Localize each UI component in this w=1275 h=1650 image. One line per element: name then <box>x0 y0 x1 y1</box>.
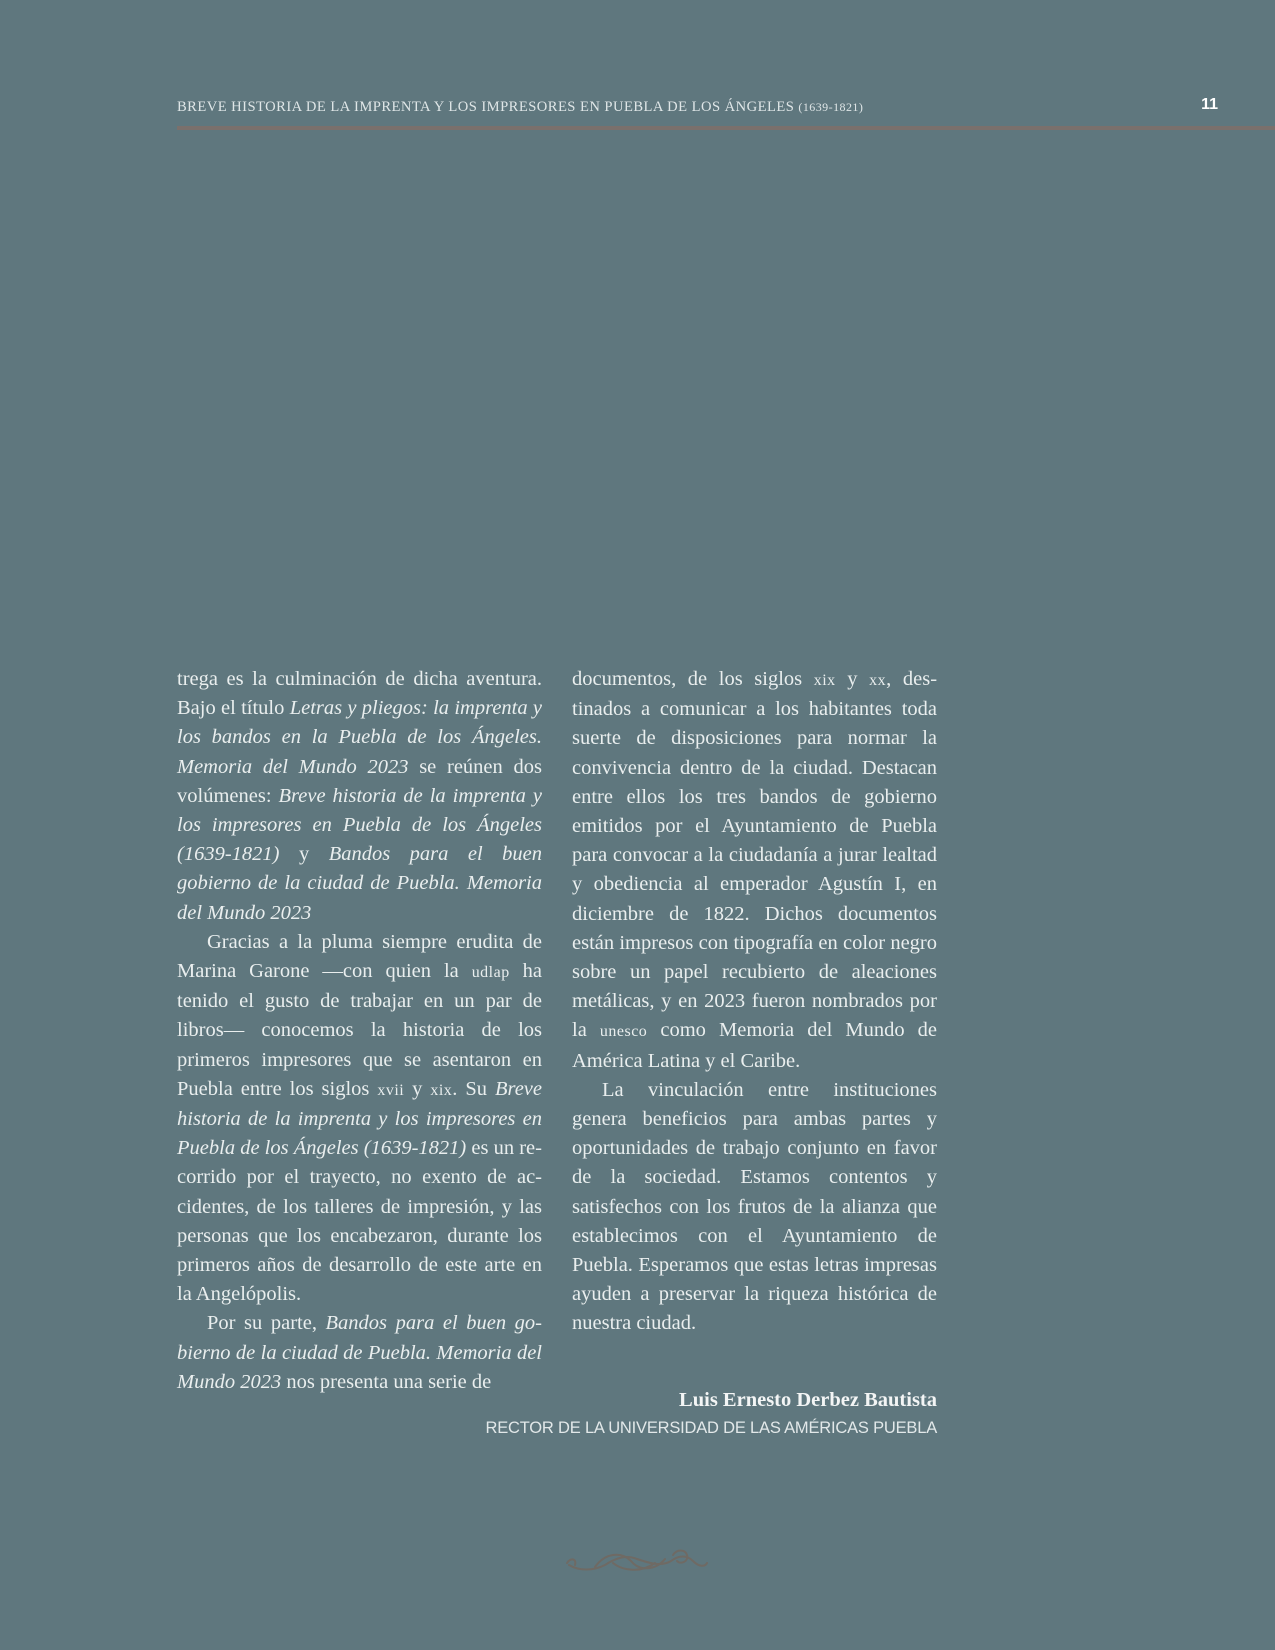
text-run: se reúnen dos volúmenes: <box>177 755 542 807</box>
text-run: Por su parte, <box>207 1312 326 1335</box>
text-run: y <box>404 1077 431 1100</box>
text-run: . Su <box>452 1077 495 1100</box>
text-run: , destinados a comunicar a los habitantes toda suerte de disposiciones para normar la convivencia dentro de la ciudad. Destacan entre ellos los tres bandos de gobierno emitidos por el Ayuntamiento de Puebla para convocar a la ciudadanía a jurar lealtad y obediencia al emperador Agustín I, en diciembre de 1822. Dichos documentos están impresos con tipografía en color negro sobre un papel recubierto de aleaciones metálicas, y en 2023 fueron nombrados por la <box>572 668 938 1042</box>
text-run: y <box>279 843 329 866</box>
paragraph <box>177 928 542 1310</box>
text-run: ha tenido el gusto de trabajar en un par de libros— conocemos la historia de los primeros impresores que se asentaron en Puebla entre los siglos <box>177 960 542 1100</box>
page-number: 11 <box>1201 96 1218 113</box>
text-run: como Memoria del Mundo de América Latina y el Caribe. <box>572 1019 938 1072</box>
text-column-right <box>572 665 937 1339</box>
signature-block <box>485 1385 937 1441</box>
text-run: trega es la culminación de dicha aventura. Bajo el título <box>177 668 542 720</box>
paragraph <box>177 1309 542 1397</box>
small-caps-run: xix <box>813 672 836 689</box>
paragraph <box>177 665 542 928</box>
small-caps-run: unesco <box>599 1023 648 1041</box>
text-run: es un recorrido por el trayecto, no exento de accidentes, de los talleres de impresión, y las personas que los encabezaron, durante los primeros años de desarrollo de este arte en la Angelópolis. <box>177 1137 542 1306</box>
small-caps-run: xix <box>430 1081 453 1099</box>
small-caps-run: xx <box>869 672 887 689</box>
text-run: y <box>835 668 870 690</box>
header-rule <box>177 126 1275 130</box>
small-caps-run: xvii <box>377 1081 405 1099</box>
text-run: nos presenta una serie de <box>281 1370 492 1393</box>
italic-title-run: Letras y pliegos: la imprenta y los bandos en la Puebla de los Ángeles. Memoria del Mundo 2023 <box>177 697 543 778</box>
italic-title-run: Bandos para el buen gobierno de la ciudad de Puebla. Memoria del Mundo 2023 <box>177 1312 542 1393</box>
text-run: Gracias a la pluma siempre erudita de Marina Garone —con quien la <box>177 930 542 983</box>
italic-title-run: Breve historia de la imprenta y los impresores en Puebla de los Ángeles (1639-1821) <box>177 1077 542 1160</box>
running-head <box>177 99 863 116</box>
paragraph <box>572 1076 937 1339</box>
decorative-flourish-icon <box>565 1545 710 1579</box>
italic-title-run: Bandos para el buen gobierno de la ciudad de Puebla. Memoria del Mundo 2023 <box>177 843 543 924</box>
running-head-dates: (1639-1821) <box>798 100 864 114</box>
text-column-left <box>177 665 542 1397</box>
signature-name: Luis Ernesto Derbez Bautista <box>679 1389 937 1411</box>
paragraph <box>572 665 937 1076</box>
small-caps-run: udlap <box>471 964 510 982</box>
text-run: La vinculación entre instituciones genera beneficios para ambas partes y oportunidades de trabajo conjunto en favor de la sociedad. Estamos contentos y satisfechos con los frutos de la alianza que establecimos con el Ayuntamiento de Puebla. Esperamos que estas letras impresas ayuden a preservar la riqueza histórica de nuestra ciudad. <box>572 1078 937 1335</box>
italic-title-run: Breve historia de la imprenta y los impresores en Puebla de los Ángeles (1639-1821) <box>177 784 542 866</box>
text-run: documentos, de los siglos <box>572 668 814 690</box>
signature-role: RECTOR DE LA UNIVERSIDAD DE LAS AMÉRICAS PUEBLA <box>485 1419 937 1437</box>
running-head-title: BREVE HISTORIA DE LA IMPRENTA Y LOS IMPRESORES EN PUEBLA DE LOS ÁNGELES <box>177 99 795 115</box>
